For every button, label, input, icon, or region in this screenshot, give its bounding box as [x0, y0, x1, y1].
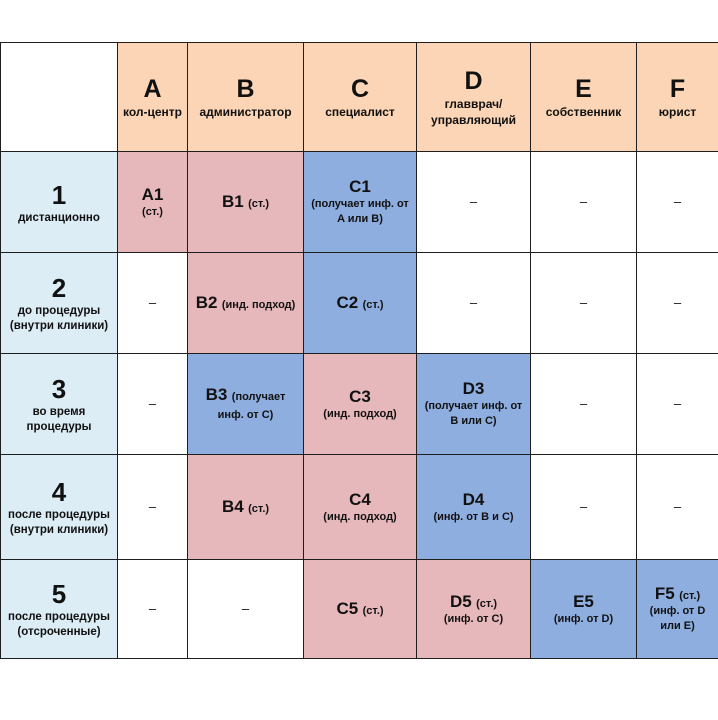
cell-f5: F5 (ст.) (инф. от D или E): [637, 560, 718, 659]
cell-d4: D4 (инф. от B и C): [417, 455, 531, 560]
cell-a2: –: [118, 253, 188, 354]
cell-c1: C1 (получает инф. от A или B): [304, 152, 417, 253]
cell-f4: –: [637, 455, 718, 560]
cell-a3: –: [118, 354, 188, 455]
cell-e4: –: [531, 455, 637, 560]
corner-cell: [1, 43, 118, 152]
cell-c3: C3 (инд. подход): [304, 354, 417, 455]
row-header-4: 4 после процедуры (внутри клиники): [1, 455, 118, 560]
cell-a1: A1 (ст.): [118, 152, 188, 253]
column-header-a: A кол-центр: [118, 43, 188, 152]
cell-d1: –: [417, 152, 531, 253]
cell-d2: –: [417, 253, 531, 354]
cell-f3: –: [637, 354, 718, 455]
cell-e3: –: [531, 354, 637, 455]
column-header-d: D главврач/ управляющий: [417, 43, 531, 152]
row-header-3: 3 во время процедуры: [1, 354, 118, 455]
column-header-f: F юрист: [637, 43, 718, 152]
cell-e2: –: [531, 253, 637, 354]
cell-e5: E5 (инф. от D): [531, 560, 637, 659]
cell-c4: C4 (инд. подход): [304, 455, 417, 560]
cell-b3: B3 (получает инф. от C): [188, 354, 304, 455]
row-header-5: 5 после процедуры (отсроченные): [1, 560, 118, 659]
cell-b1: B1 (ст.): [188, 152, 304, 253]
cell-b4: B4 (ст.): [188, 455, 304, 560]
responsibility-matrix: [0, 42, 718, 659]
cell-c5: C5 (ст.): [304, 560, 417, 659]
cell-f2: –: [637, 253, 718, 354]
row-header-1: 1 дистанционно: [1, 152, 118, 253]
cell-d5: D5 (ст.) (инф. от C): [417, 560, 531, 659]
row-header-2: 2 до процедуры (внутри клиники): [1, 253, 118, 354]
column-header-e: E собственник: [531, 43, 637, 152]
cell-e1: –: [531, 152, 637, 253]
column-header-c: C специалист: [304, 43, 417, 152]
cell-a5: –: [118, 560, 188, 659]
cell-b2: B2 (инд. подход): [188, 253, 304, 354]
cell-b5: –: [188, 560, 304, 659]
column-header-b: B администратор: [188, 43, 304, 152]
cell-c2: C2 (ст.): [304, 253, 417, 354]
cell-a4: –: [118, 455, 188, 560]
cell-d3: D3 (получает инф. от B или C): [417, 354, 531, 455]
cell-f1: –: [637, 152, 718, 253]
